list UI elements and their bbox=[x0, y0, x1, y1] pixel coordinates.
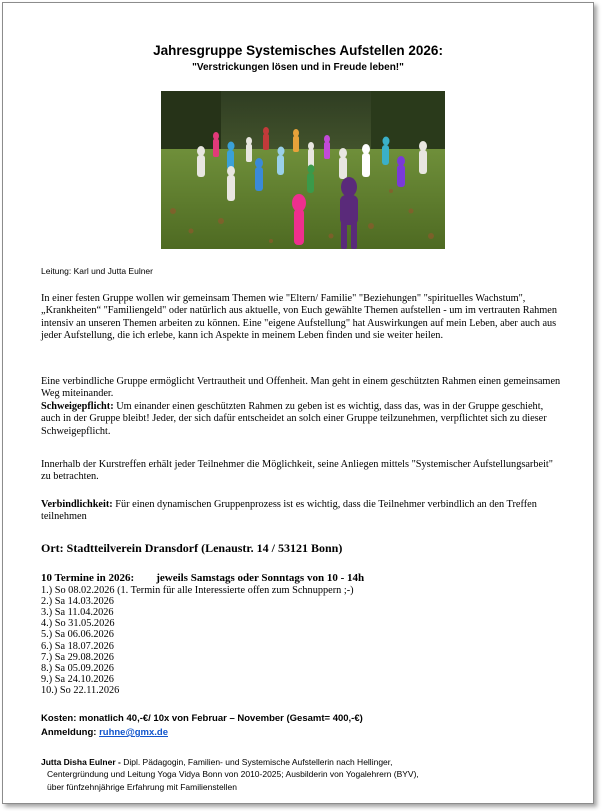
date-item: 4.) So 31.05.2026 bbox=[41, 618, 115, 630]
group-paragraph bbox=[41, 376, 561, 438]
date-item: 5.) Sa 06.06.2026 bbox=[41, 629, 114, 641]
author-footer bbox=[41, 756, 419, 793]
group-paragraph-text: Eine verbindliche Gruppe ermöglicht Vertrautheit und Offenheit. Man geht in einem geschützten Rahmen einen gemeinsamen Weg miteinander. bbox=[41, 376, 561, 400]
page-title: Jahresgruppe Systemisches Aufstellen 2026: bbox=[153, 43, 443, 58]
dates-title: 10 Termine in 2026: bbox=[41, 572, 135, 584]
date-item: 8.) Sa 05.09.2026 bbox=[41, 662, 114, 674]
location-value: : Stadtteilverein Dransdorf (Lenaustr. 14 / 53121 Bonn) bbox=[59, 541, 343, 555]
date-item: 3.) Sa 11.04.2026 bbox=[41, 607, 114, 619]
figures-photo bbox=[161, 91, 445, 249]
location-label: Ort bbox=[41, 541, 60, 555]
leitung-line: Leitung: Karl und Jutta Eulner bbox=[41, 266, 153, 276]
figures-photo-illustration bbox=[161, 91, 445, 249]
registration-label: Anmeldung: bbox=[41, 727, 100, 738]
footer-line-3: über fünfzehnjährige Erfahrung mit Familienstellen bbox=[47, 781, 237, 792]
date-item: 7.) Sa 29.08.2026 bbox=[41, 651, 114, 663]
kurstreffen-paragraph: Innerhalb der Kurstreffen erhält jeder Teilnehmer die Möglichkeit, seine Anliegen mittels "Systemischer Aufstellungsarbeit" zu betrachten. bbox=[41, 459, 553, 483]
author-credentials: Dipl. Pädagogin, Familien- und Systemische Aufstellerin nach Hellinger, bbox=[123, 757, 393, 767]
author-name: Jutta Disha Eulner - bbox=[41, 757, 124, 767]
date-item: 10.) So 22.11.2026 bbox=[41, 684, 120, 696]
document-page bbox=[2, 2, 594, 804]
date-item: 2.) Sa 14.03.2026 bbox=[41, 596, 114, 608]
date-item: 9.) Sa 24.10.2026 bbox=[41, 673, 114, 685]
costs-section bbox=[41, 712, 363, 740]
date-item: 1.) So 08.02.2026 (1. Termin für alle Interessierte offen zum Schnuppern ;-) bbox=[41, 585, 354, 597]
footer-line-2: Centergründung und Leitung Yoga Vidya Bonn von 2010-2025; Ausbilderin von Yogalehrern (BYV), bbox=[47, 769, 419, 780]
schweigepflicht-paragraph bbox=[41, 401, 561, 438]
date-item: 6.) Sa 18.07.2026 bbox=[41, 640, 114, 652]
verbindlichkeit-paragraph bbox=[41, 499, 561, 524]
verbindlichkeit-text: Für einen dynamischen Gruppenprozess ist es wichtig, dass die Teilnehmer verbindlich an den Treffen teilnehmen bbox=[41, 499, 537, 523]
registration-line bbox=[41, 726, 363, 740]
location-line bbox=[41, 541, 342, 556]
footer-line-1 bbox=[41, 756, 419, 768]
schweigepflicht-label: Schweigepflicht: bbox=[41, 400, 114, 412]
costs-line: Kosten: monatlich 40,-€/ 10x von Februar – November (Gesamt= 400,-€) bbox=[41, 713, 363, 724]
dates-subtitle: jeweils Samstags oder Sonntags von 10 - 14h bbox=[156, 572, 365, 584]
intro-paragraph: In einer festen Gruppe wollen wir gemeinsam Themen wie "Eltern/ Familie" "Beziehungen" "spirituelles Wachstum", „Krankheiten“ "Familiengeld" oder natürlich aus aktuelle, von Euch gewählte Themen aufstellen - um im vertrauten Rahmen intensiv an unseren Themen arbeiten zu können. Eine "eigene Aufstellung" hat Auswirkungen auf mein Leben, aber auch aus jeder Aufstellung, die ich erlebe, kann ich Aspekte in meinem Leben finden und sie weiter heilen. bbox=[41, 293, 558, 342]
verbindlichkeit-label: Verbindlichkeit: bbox=[41, 499, 113, 510]
dates-section bbox=[41, 573, 364, 696]
page-subtitle: "Verstrickungen lösen und in Freude leben!" bbox=[192, 62, 404, 73]
schweigepflicht-text: Um einander einen geschützten Rahmen zu geben ist es wichtig, dass das, was in der Gruppe geschieht, auch in der Gruppe bleibt! Jeder, der sich dafür entscheidet an solch einer Gruppe teilzunehmen, verpflichtet sich zu dieser Schweigepflicht. bbox=[41, 400, 547, 437]
registration-email-link[interactable]: ruhne@gmx.de bbox=[99, 727, 168, 738]
dates-heading bbox=[41, 573, 364, 584]
